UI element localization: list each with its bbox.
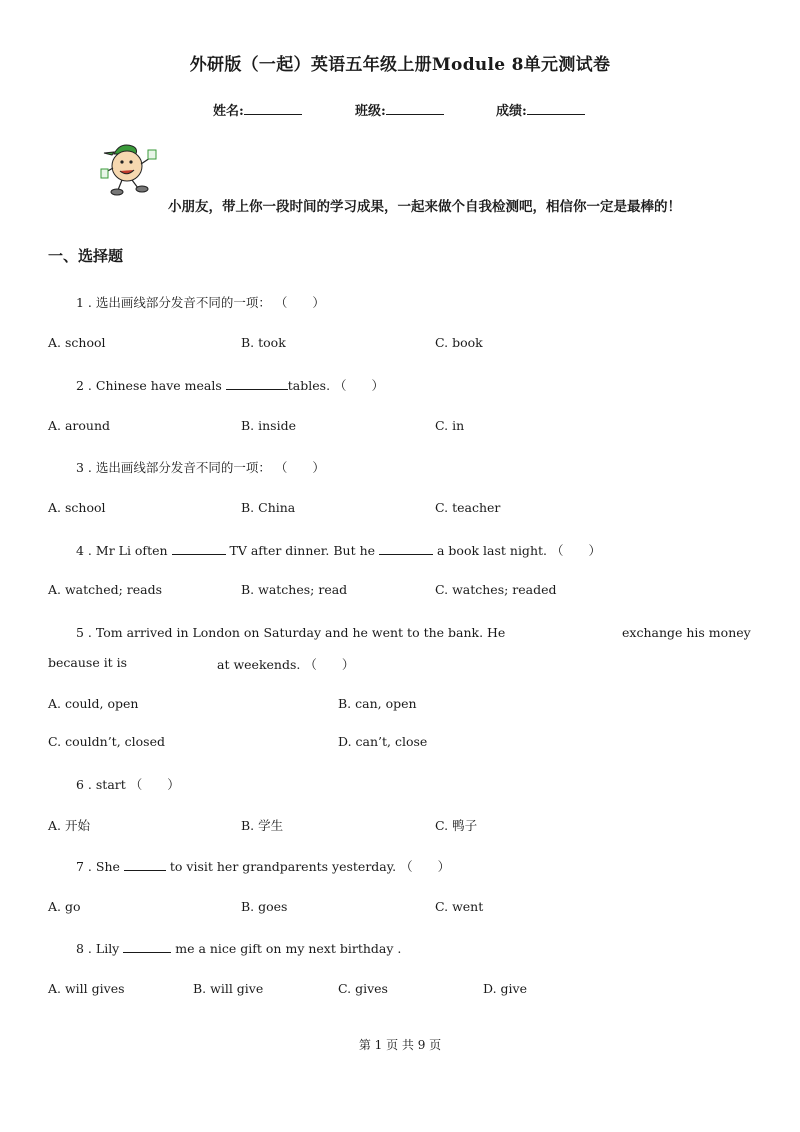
option-b[interactable]: B. goes [241,899,288,914]
answer-paren[interactable]: （ ） [400,859,451,874]
answer-paren[interactable]: （ ） [550,543,601,558]
class-field [355,100,444,119]
question-8 [76,941,401,956]
fill-blank[interactable] [379,543,433,555]
option-c[interactable]: C. book [435,335,483,350]
section-title: 一、选择题 [48,247,124,265]
question-text: Lily [95,941,120,956]
option-b[interactable]: B. will give [193,981,264,996]
question-text: Mr Li often [95,543,168,558]
option-c[interactable]: C. gives [338,981,388,996]
question-text: Chinese have meals [95,378,222,393]
question-6 [76,775,180,793]
option-b[interactable]: B. 学生 [241,818,284,833]
class-label: 班级: [355,104,386,119]
class-blank[interactable] [386,102,444,115]
question-text: TV after dinner. But he [229,543,376,558]
question-text: because it is [48,655,128,670]
question-text: to visit her grandparents yesterday. [169,859,397,874]
question-text: a book last night. [437,543,547,558]
question-text: 选出画线部分发音不同的一项： [95,460,271,475]
question-1 [76,293,325,311]
option-c[interactable]: C. teacher [435,500,501,515]
question-5-line2-cont [217,655,354,673]
option-a[interactable]: A. go [48,899,81,914]
name-label: 姓名: [213,104,244,119]
encouragement-text: 小朋友，带上你一段时间的学习成果，一起来做个自我检测吧，相信你一定是最棒的！ [168,199,681,215]
answer-paren[interactable]: （ ） [274,460,325,475]
fill-blank[interactable] [172,543,226,555]
option-a[interactable]: A. school [48,500,106,515]
option-c[interactable]: C. in [435,418,465,433]
fill-blank[interactable] [226,378,288,390]
question-number: 5 . [76,625,92,640]
question-number: 4 . [76,543,92,558]
score-field [496,100,585,119]
option-a[interactable]: A. watched; reads [48,582,163,597]
option-c[interactable]: C. watches; readed [435,582,557,597]
score-blank[interactable] [527,102,585,115]
question-text: tables. [287,378,331,393]
question-3 [76,458,325,476]
option-c[interactable]: C. 鸭子 [435,818,478,833]
question-text: me a nice gift on my next birthday . [175,941,402,956]
cartoon-boy-icon [100,140,164,198]
option-b[interactable]: B. watches; read [241,582,348,597]
question-number: 2 . [76,378,92,393]
question-text-cont: exchange his money [622,625,751,640]
option-a[interactable]: A. 开始 [48,818,90,833]
fill-blank[interactable] [124,859,166,871]
page-title: 外研版（一起）英语五年级上册Module 8单元测试卷 [189,55,611,75]
option-d[interactable]: D. give [483,981,527,996]
fill-blank[interactable] [123,941,171,953]
question-number: 3 . [76,460,92,475]
question-5-line2 [48,655,127,670]
option-b[interactable]: B. China [241,500,296,515]
option-c[interactable]: C. couldn’t, closed [48,734,165,749]
question-text: Tom arrived in London on Saturday and he went to the bank. He [95,625,506,640]
answer-paren[interactable]: （ ） [334,378,385,393]
question-2 [76,376,384,394]
question-text: at weekends. [217,657,301,672]
option-b[interactable]: B. inside [241,418,296,433]
question-text: She [95,859,120,874]
question-text: start [95,777,126,792]
option-b[interactable]: B. can, open [338,696,417,711]
question-number: 7 . [76,859,92,874]
question-7 [76,857,450,875]
answer-paren[interactable]: （ ） [304,657,355,672]
score-label: 成绩: [496,104,527,119]
answer-paren[interactable]: （ ） [129,777,180,792]
name-blank[interactable] [244,102,302,115]
option-d[interactable]: D. can’t, close [338,734,428,749]
question-text: 选出画线部分发音不同的一项： [95,295,271,310]
option-a[interactable]: A. school [48,335,106,350]
question-number: 6 . [76,777,92,792]
question-number: 1 . [76,295,92,310]
question-4 [76,541,601,559]
option-a[interactable]: A. could, open [48,696,139,711]
name-field [213,100,302,119]
option-b[interactable]: B. took [241,335,286,350]
page-footer: 第 1 页 共 9 页 [358,1038,442,1052]
question-5 [76,625,505,640]
option-a[interactable]: A. will gives [48,981,125,996]
option-c[interactable]: C. went [435,899,484,914]
answer-paren[interactable]: （ ） [274,295,325,310]
question-number: 8 . [76,941,92,956]
option-a[interactable]: A. around [48,418,111,433]
